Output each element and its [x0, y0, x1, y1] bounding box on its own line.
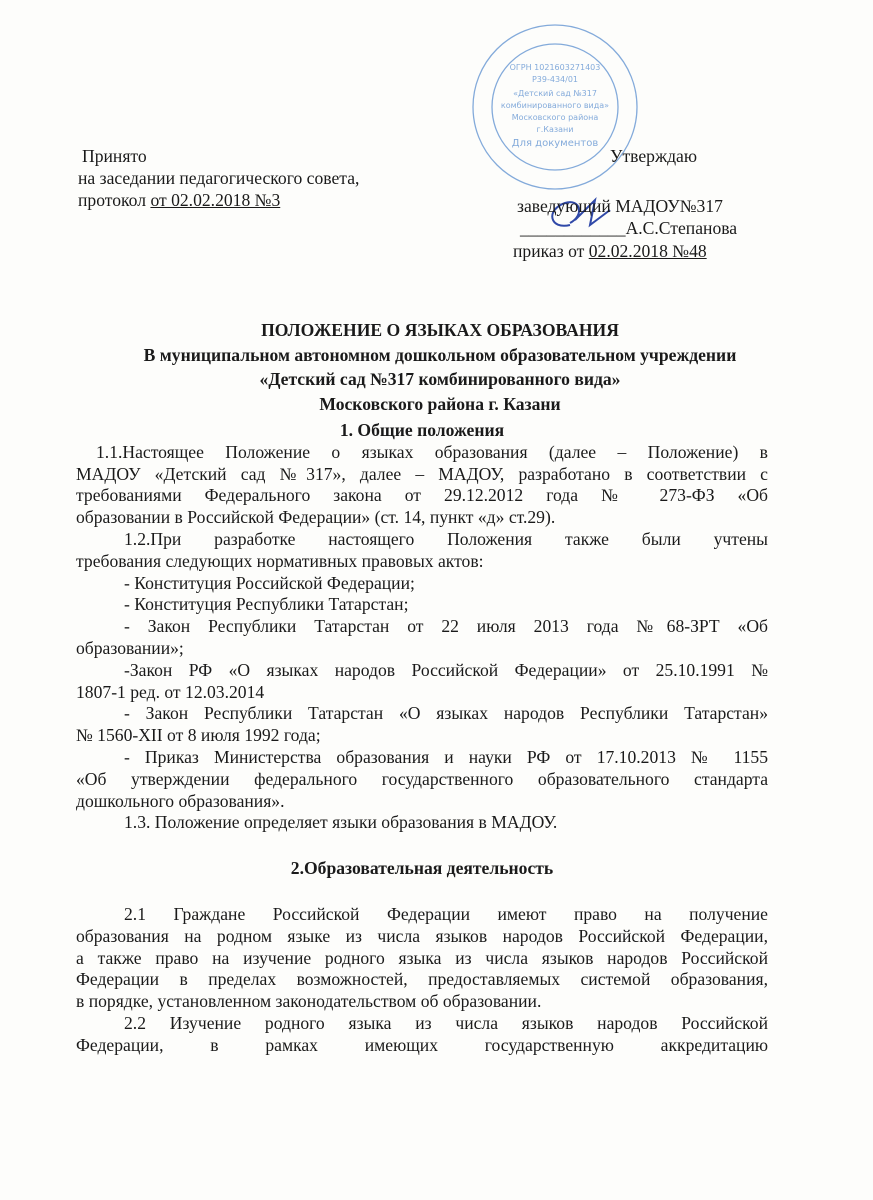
title-line: «Детский сад №317 комбинированного вида»: [259, 369, 621, 389]
signature-blank: ____________: [520, 218, 626, 238]
legal-act-item: [76, 594, 768, 616]
text-line: Федерации в пределах возможностей, предоставляемых системой образования,: [76, 969, 768, 990]
signature-line: [520, 217, 737, 239]
text-line: в порядке, установленном законодательством об образовании.: [76, 991, 542, 1012]
text-line: 1.1.Настоящее Положение о языках образования (далее – Положение) в: [96, 441, 768, 462]
text-line: № 1560-XII от 8 июля 1992 года;: [76, 725, 321, 746]
director-name: А.С.Степанова: [625, 218, 738, 238]
protocol-line: [78, 189, 280, 211]
text-line: МАДОУ «Детский сад №317», далее – МАДОУ, разработано в соответствии с: [76, 463, 768, 484]
protocol-ref: от 02.02.2018 №3: [150, 190, 281, 210]
paragraph-2-1: [76, 904, 768, 1013]
legal-act-item: [76, 703, 768, 747]
protocol-prefix: протокол: [78, 190, 151, 210]
document-body: [76, 420, 768, 1057]
stamp-text: «Детский сад №317: [513, 89, 597, 98]
council-line: на заседании педагогического совета,: [78, 168, 360, 188]
legal-acts-list: [76, 573, 768, 813]
text-line: требованиями Федерального закона от 29.12.2012 года № 273-ФЗ «Об: [76, 485, 768, 506]
text-line: образовании в Российской Федерации» (ст. 14, пункт «д» ст.29).: [76, 507, 556, 528]
text-line: «Об утверждении федерального государственного образовательного стандарта: [76, 768, 768, 789]
paragraph-2-2: [76, 1013, 768, 1057]
text-line: 1807-1 ред. от 12.03.2014: [76, 681, 265, 702]
text-line: 2.1 Граждане Российской Федерации имеют право на получение: [124, 903, 768, 924]
text-line: 2.2 Изучение родного языка из числа языков народов Российской: [124, 1012, 768, 1033]
approve-label: Утверждаю: [610, 146, 698, 166]
order-line: [513, 240, 707, 262]
text-line: - Закон Республики Татарстан от 22 июля 2013 года №68-ЗРТ «Об: [124, 616, 768, 637]
order-ref: 02.02.2018 №48: [588, 241, 707, 261]
accepted-label: Принято: [82, 146, 147, 166]
section-1-heading: 1. Общие положения: [339, 420, 505, 440]
text-line: Федерации, в рамках имеющих государственную аккредитацию: [76, 1034, 768, 1055]
stamp-text: Московского района: [511, 113, 599, 122]
title-line: ПОЛОЖЕНИЕ О ЯЗЫКАХ ОБРАЗОВАНИЯ: [261, 320, 619, 340]
text-line: требования следующих нормативных правовых актов:: [76, 550, 484, 571]
text-line: а также право на изучение родного языка из числа языков народов Российской: [76, 947, 768, 968]
document-title: [60, 318, 820, 416]
legal-act-item: [76, 573, 768, 595]
text-line: - Закон Республики Татарстан «О языках народов Республики Татарстан»: [124, 703, 768, 724]
title-line: Московского района г. Казани: [319, 393, 561, 414]
text-line: дошкольного образования».: [76, 790, 285, 811]
paragraph-1-3: 1.3. Положение определяет языки образования в МАДОУ.: [124, 812, 558, 833]
stamp-text: г.Казани: [536, 125, 574, 134]
text-line: - Приказ Министерства образования и науки РФ от 17.10.2013 № 1155: [124, 746, 768, 767]
stamp-text: комбинированного вида»: [500, 101, 610, 110]
title-line: В муниципальном автономном дошкольном образовательном учреждении: [143, 344, 737, 365]
stamp-text: Для документов: [511, 138, 599, 149]
text-line: 1.2.При разработке настоящего Положения также были учтены: [124, 528, 768, 549]
legal-act-item: [76, 660, 768, 704]
stamp-text: ОГРН 1021603271403: [509, 63, 601, 72]
section-2-heading: 2.Образовательная деятельность: [290, 858, 554, 879]
order-prefix: приказ от: [513, 241, 589, 261]
legal-act-item: [76, 747, 768, 812]
text-line: образовании»;: [76, 637, 184, 658]
text-line: -Закон РФ «О языках народов Российской Федерации» от 25.10.1991 №: [124, 659, 768, 680]
text-line: - Конституция Республики Татарстан;: [124, 594, 409, 615]
position-line: заведующий МАДОУ№317: [517, 196, 723, 216]
legal-act-item: [76, 616, 768, 660]
text-line: - Конституция Российской Федерации;: [124, 572, 415, 593]
stamp-text: Р39-434/01: [531, 75, 579, 84]
paragraph-1-1: [76, 442, 768, 529]
paragraph-1-2: [76, 529, 768, 573]
text-line: образования на родном языке из числа языков народов Российской Федерации,: [76, 925, 768, 946]
